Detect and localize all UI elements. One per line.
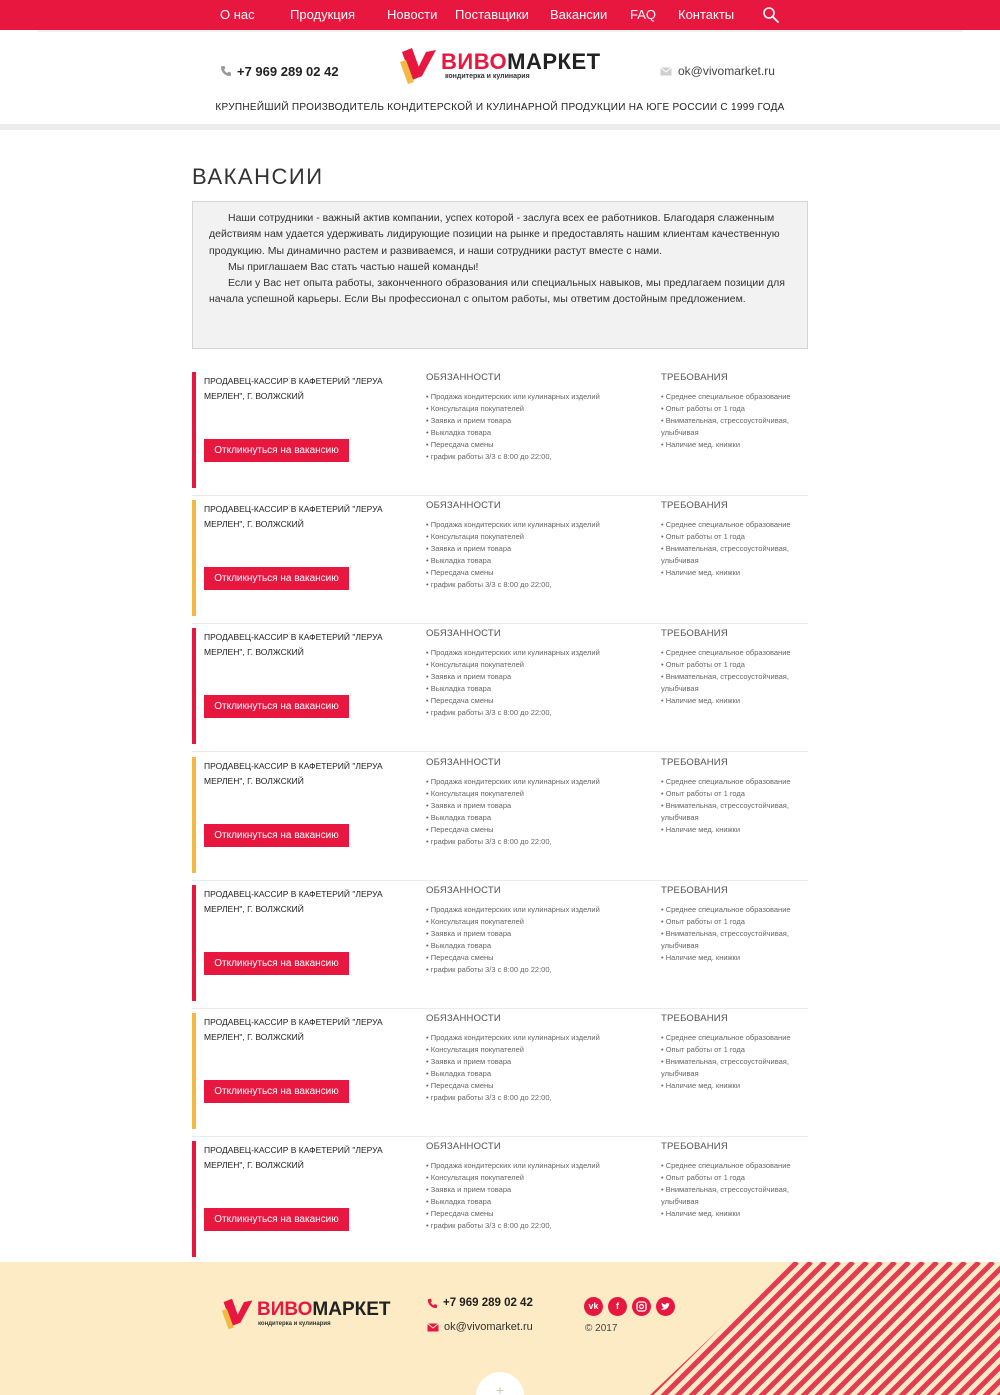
vacancy-requirements-list bbox=[661, 519, 806, 579]
vacancy-card bbox=[192, 624, 808, 752]
vacancy-accent-bar bbox=[192, 1141, 196, 1257]
footer bbox=[0, 1262, 1000, 1395]
list-item: • Заявка и прием товара bbox=[426, 1185, 512, 1194]
vacancy-requirements-heading: ТРЕБОВАНИЯ bbox=[661, 885, 728, 896]
list-item: • Среднее специальное образование bbox=[661, 520, 791, 529]
list-item: • Заявка и прием товара bbox=[426, 801, 512, 810]
vacancy-duties bbox=[426, 628, 646, 719]
vacancy-duties-heading: ОБЯЗАННОСТИ bbox=[426, 628, 501, 639]
list-item: • Продажа кондитерских или кулинарных изделий bbox=[426, 1161, 600, 1170]
list-item: • график работы 3/3 с 8:00 до 22:00, bbox=[426, 708, 552, 717]
list-item: • Продажа кондитерских или кулинарных изделий bbox=[426, 392, 600, 401]
vacancy-requirements-list bbox=[661, 391, 806, 451]
apply-button[interactable]: Откликнуться на вакансию bbox=[204, 1208, 349, 1231]
vacancy-requirements bbox=[661, 500, 806, 579]
vacancy-title: ПРОДАВЕЦ-КАССИР В КАФЕТЕРИЙ "ЛЕРУА МЕРЛЕН", Г. ВОЛЖСКИЙ bbox=[204, 1145, 383, 1170]
list-item: • Консультация покупателей bbox=[426, 1173, 525, 1182]
nav-item-suppliers[interactable]: Поставщики bbox=[455, 7, 529, 22]
list-item: • Заявка и прием товара bbox=[426, 929, 512, 938]
list-item: • Консультация покупателей bbox=[426, 404, 525, 413]
vacancy-duties bbox=[426, 1013, 646, 1104]
page-title: ВАКАНСИИ bbox=[192, 164, 324, 189]
header-email-address: ok@vivomarket.ru bbox=[678, 64, 775, 78]
vacancy-duties-list bbox=[426, 1160, 646, 1232]
list-item: • график работы 3/3 с 8:00 до 22:00, bbox=[426, 837, 552, 846]
vacancy-requirements bbox=[661, 1013, 806, 1092]
nav-item-vacancies[interactable]: Вакансии bbox=[550, 7, 608, 22]
nav-item-news[interactable]: Новости bbox=[387, 7, 438, 22]
twitter-icon[interactable] bbox=[656, 1297, 675, 1316]
apply-button[interactable]: Откликнуться на вакансию bbox=[204, 952, 349, 975]
footer-logo-wordmark: ВИВОМАРКЕТ bbox=[257, 1299, 391, 1320]
vacancy-duties bbox=[426, 372, 646, 463]
vacancy-duties-list bbox=[426, 519, 646, 591]
vacancy-requirements-list bbox=[661, 647, 806, 707]
intro-paragraph: Мы приглашаем Вас стать частью нашей команды! bbox=[228, 260, 479, 273]
list-item: • Внимательная, стрессоустойчивая, улыбчивая bbox=[661, 544, 789, 565]
list-item: • Заявка и прием товара bbox=[426, 416, 512, 425]
list-item: • Пересдача смены bbox=[426, 440, 494, 449]
list-item: • Внимательная, стрессоустойчивая, улыбчивая bbox=[661, 1057, 789, 1078]
vacancy-requirements-heading: ТРЕБОВАНИЯ bbox=[661, 1141, 728, 1152]
vacancy-accent-bar bbox=[192, 500, 196, 616]
list-item: • Продажа кондитерских или кулинарных изделий bbox=[426, 648, 600, 657]
copyright: © 2017 bbox=[585, 1323, 618, 1334]
list-item: • Продажа кондитерских или кулинарных изделий bbox=[426, 777, 600, 786]
list-item: • Внимательная, стрессоустойчивая, улыбчивая bbox=[661, 672, 789, 693]
list-item: • Среднее специальное образование bbox=[661, 392, 791, 401]
vacancy-title: ПРОДАВЕЦ-КАССИР В КАФЕТЕРИЙ "ЛЕРУА МЕРЛЕН", Г. ВОЛЖСКИЙ bbox=[204, 504, 383, 529]
list-item: • график работы 3/3 с 8:00 до 22:00, bbox=[426, 1221, 552, 1230]
scroll-to-top-button[interactable] bbox=[476, 1372, 524, 1395]
nav-item-products[interactable]: Продукция bbox=[290, 7, 356, 22]
list-item: • Продажа кондитерских или кулинарных изделий bbox=[426, 1033, 600, 1042]
vacancy-duties-heading: ОБЯЗАННОСТИ bbox=[426, 885, 501, 896]
vacancy-requirements-heading: ТРЕБОВАНИЯ bbox=[661, 1013, 728, 1024]
list-item: • Опыт работы от 1 года bbox=[661, 1173, 745, 1182]
list-item: • Выкладка товара bbox=[426, 428, 492, 437]
vacancy-requirements-list bbox=[661, 1032, 806, 1092]
list-item: • Пересдача смены bbox=[426, 825, 494, 834]
list-item: • Среднее специальное образование bbox=[661, 777, 791, 786]
list-item: • Заявка и прием товара bbox=[426, 672, 512, 681]
apply-button[interactable]: Откликнуться на вакансию bbox=[204, 567, 349, 590]
list-item: • Среднее специальное образование bbox=[661, 648, 791, 657]
vacancy-title: ПРОДАВЕЦ-КАССИР В КАФЕТЕРИЙ "ЛЕРУА МЕРЛЕН", Г. ВОЛЖСКИЙ bbox=[204, 1017, 383, 1042]
top-navigation bbox=[0, 0, 1000, 30]
search-icon[interactable] bbox=[762, 6, 780, 24]
phone-icon bbox=[220, 65, 232, 77]
vacancy-requirements bbox=[661, 885, 806, 964]
header-email[interactable] bbox=[660, 62, 775, 80]
vacancy-accent-bar bbox=[192, 757, 196, 873]
vacancy-accent-bar bbox=[192, 628, 196, 744]
list-item: • Опыт работы от 1 года bbox=[661, 1045, 745, 1054]
logo-mark-icon bbox=[398, 46, 440, 86]
vacancy-requirements-list bbox=[661, 1160, 806, 1220]
header-phone[interactable] bbox=[220, 62, 339, 80]
footer-phone-number: +7 969 289 02 42 bbox=[443, 1297, 533, 1309]
vacancy-requirements bbox=[661, 757, 806, 836]
vacancy-requirements bbox=[661, 1141, 806, 1220]
list-item: • Наличие мед. книжки bbox=[661, 440, 741, 449]
vacancy-duties-heading: ОБЯЗАННОСТИ bbox=[426, 372, 501, 383]
vacancy-duties-heading: ОБЯЗАННОСТИ bbox=[426, 500, 501, 511]
footer-email[interactable] bbox=[427, 1321, 533, 1333]
list-item: • Выкладка товара bbox=[426, 941, 492, 950]
footer-logo-subtitle: кондитерка и кулинария bbox=[258, 1321, 331, 1327]
list-item: • Внимательная, стрессоустойчивая, улыбчивая bbox=[661, 929, 789, 950]
list-item: • Опыт работы от 1 года bbox=[661, 660, 745, 669]
logo[interactable] bbox=[398, 46, 601, 86]
intro-box bbox=[192, 201, 808, 349]
vacancy-requirements bbox=[661, 372, 806, 451]
list-item: • Внимательная, стрессоустойчивая, улыбчивая bbox=[661, 416, 789, 437]
mail-icon bbox=[660, 67, 672, 76]
list-item: • Консультация покупателей bbox=[426, 917, 525, 926]
list-item: • Пересдача смены bbox=[426, 1209, 494, 1218]
list-item: • Пересдача смены bbox=[426, 1081, 494, 1090]
nav-item-contacts[interactable]: Контакты bbox=[678, 7, 735, 22]
list-item: • Заявка и прием товара bbox=[426, 1057, 512, 1066]
apply-button[interactable]: Откликнуться на вакансию bbox=[204, 824, 349, 847]
vacancy-requirements-heading: ТРЕБОВАНИЯ bbox=[661, 628, 728, 639]
vacancy-duties bbox=[426, 757, 646, 848]
list-item: • Выкладка товара bbox=[426, 813, 492, 822]
vacancy-requirements bbox=[661, 628, 806, 707]
header-divider bbox=[0, 124, 1000, 130]
footer-logo[interactable] bbox=[220, 1297, 400, 1331]
list-item: • Наличие мед. книжки bbox=[661, 568, 741, 577]
mail-icon bbox=[427, 1323, 439, 1332]
vacancy-card bbox=[192, 1137, 808, 1265]
list-item: • Внимательная, стрессоустойчивая, улыбчивая bbox=[661, 1185, 789, 1206]
vacancy-requirements-list bbox=[661, 776, 806, 836]
facebook-icon[interactable]: f bbox=[608, 1297, 627, 1316]
footer-phone[interactable] bbox=[427, 1297, 533, 1309]
decorative-stripes bbox=[650, 1262, 1000, 1395]
social-links bbox=[584, 1297, 675, 1316]
list-item: • график работы 3/3 с 8:00 до 22:00, bbox=[426, 965, 552, 974]
vacancy-title: ПРОДАВЕЦ-КАССИР В КАФЕТЕРИЙ "ЛЕРУА МЕРЛЕН", Г. ВОЛЖСКИЙ bbox=[204, 376, 383, 401]
list-item: • Консультация покупателей bbox=[426, 789, 525, 798]
vacancy-duties-list bbox=[426, 1032, 646, 1104]
list-item: • Продажа кондитерских или кулинарных изделий bbox=[426, 520, 600, 529]
list-item: • Пересдача смены bbox=[426, 568, 494, 577]
intro-paragraph: Если у Вас нет опыта работы, законченного образования или специальных навыков, мы предлагаем позиции для начала успешной карьеры. Если Вы профессионал с опытом работы, мы ответим достойным предложением. bbox=[209, 277, 785, 306]
list-item: • Опыт работы от 1 года bbox=[661, 917, 745, 926]
vacancy-accent-bar bbox=[192, 885, 196, 1001]
vacancy-title: ПРОДАВЕЦ-КАССИР В КАФЕТЕРИЙ "ЛЕРУА МЕРЛЕН", Г. ВОЛЖСКИЙ bbox=[204, 889, 383, 914]
vacancy-duties bbox=[426, 885, 646, 976]
vacancy-card bbox=[192, 1009, 808, 1137]
vacancy-duties-list bbox=[426, 904, 646, 976]
vacancy-card bbox=[192, 496, 808, 624]
list-item: • Консультация покупателей bbox=[426, 1045, 525, 1054]
list-item: • Наличие мед. книжки bbox=[661, 825, 741, 834]
list-item: • Консультация покупателей bbox=[426, 532, 525, 541]
list-item: • Выкладка товара bbox=[426, 1069, 492, 1078]
tagline: КРУПНЕЙШИЙ ПРОИЗВОДИТЕЛЬ КОНДИТЕРСКОЙ И КУЛИНАРНОЙ ПРОДУКЦИИ НА ЮГЕ РОССИИ С 1999 ГОДА bbox=[215, 102, 785, 113]
nav-item-faq[interactable]: FAQ bbox=[630, 7, 657, 22]
vk-icon[interactable]: vk bbox=[584, 1297, 603, 1316]
list-item: • Опыт работы от 1 года bbox=[661, 532, 745, 541]
vacancy-duties-heading: ОБЯЗАННОСТИ bbox=[426, 757, 501, 768]
apply-button[interactable]: Откликнуться на вакансию bbox=[204, 439, 349, 462]
logo-subtitle: кондитерка и кулинария bbox=[445, 73, 530, 80]
apply-button[interactable]: Откликнуться на вакансию bbox=[204, 695, 349, 718]
list-item: • график работы 3/3 с 8:00 до 22:00, bbox=[426, 452, 552, 461]
list-item: • Заявка и прием товара bbox=[426, 544, 512, 553]
list-item: • Опыт работы от 1 года bbox=[661, 789, 745, 798]
vacancy-duties-list bbox=[426, 647, 646, 719]
header-phone-number: +7 969 289 02 42 bbox=[237, 63, 339, 79]
vacancy-accent-bar bbox=[192, 1013, 196, 1129]
list-item: • Наличие мед. книжки bbox=[661, 1209, 741, 1218]
list-item: • график работы 3/3 с 8:00 до 22:00, bbox=[426, 580, 552, 589]
intro-paragraph: Наши сотрудники - важный актив компании, успех которой - заслуга всех ее работников. Благодаря слаженным действиям нам удается удерживать лидирующие позиции на рынке и предоставлять нашим клиентам качественную продукцию. Мы динамично растем и развиваемся, и наши сотрудники растут вместе с нами. bbox=[209, 212, 780, 257]
vacancy-requirements-list bbox=[661, 904, 806, 964]
list-item: • Наличие мед. книжки bbox=[661, 953, 741, 962]
vacancy-duties bbox=[426, 1141, 646, 1232]
nav-shadow bbox=[38, 30, 962, 32]
list-item: • Среднее специальное образование bbox=[661, 905, 791, 914]
vacancy-requirements-heading: ТРЕБОВАНИЯ bbox=[661, 757, 728, 768]
plus-icon: + bbox=[495, 1382, 505, 1395]
vacancy-card bbox=[192, 368, 808, 496]
logo-wordmark: ВИВОМАРКЕТ bbox=[441, 49, 601, 74]
vacancy-duties-list bbox=[426, 391, 646, 463]
list-item: • Консультация покупателей bbox=[426, 660, 525, 669]
list-item: • Выкладка товара bbox=[426, 1197, 492, 1206]
vacancy-requirements-heading: ТРЕБОВАНИЯ bbox=[661, 372, 728, 383]
vacancy-card bbox=[192, 753, 808, 881]
vacancy-requirements-heading: ТРЕБОВАНИЯ bbox=[661, 500, 728, 511]
vacancy-title: ПРОДАВЕЦ-КАССИР В КАФЕТЕРИЙ "ЛЕРУА МЕРЛЕН", Г. ВОЛЖСКИЙ bbox=[204, 761, 383, 786]
apply-button[interactable]: Откликнуться на вакансию bbox=[204, 1080, 349, 1103]
list-item: • Выкладка товара bbox=[426, 684, 492, 693]
logo-mark-icon bbox=[220, 1297, 256, 1331]
list-item: • Продажа кондитерских или кулинарных изделий bbox=[426, 905, 600, 914]
vacancy-duties-heading: ОБЯЗАННОСТИ bbox=[426, 1141, 501, 1152]
phone-icon bbox=[427, 1298, 438, 1309]
vacancy-card bbox=[192, 881, 808, 1009]
list-item: • Внимательная, стрессоустойчивая, улыбчивая bbox=[661, 801, 789, 822]
vacancy-duties bbox=[426, 500, 646, 591]
list-item: • Среднее специальное образование bbox=[661, 1161, 791, 1170]
footer-email-address: ok@vivomarket.ru bbox=[444, 1321, 533, 1333]
vacancy-duties-list bbox=[426, 776, 646, 848]
list-item: • Наличие мед. книжки bbox=[661, 1081, 741, 1090]
instagram-icon[interactable] bbox=[632, 1297, 651, 1316]
nav-item-about[interactable]: О нас bbox=[220, 7, 255, 22]
list-item: • график работы 3/3 с 8:00 до 22:00, bbox=[426, 1093, 552, 1102]
list-item: • Опыт работы от 1 года bbox=[661, 404, 745, 413]
list-item: • Среднее специальное образование bbox=[661, 1033, 791, 1042]
list-item: • Выкладка товара bbox=[426, 556, 492, 565]
list-item: • Наличие мед. книжки bbox=[661, 696, 741, 705]
vacancy-accent-bar bbox=[192, 372, 196, 488]
vacancy-duties-heading: ОБЯЗАННОСТИ bbox=[426, 1013, 501, 1024]
vacancy-title: ПРОДАВЕЦ-КАССИР В КАФЕТЕРИЙ "ЛЕРУА МЕРЛЕН", Г. ВОЛЖСКИЙ bbox=[204, 632, 383, 657]
list-item: • Пересдача смены bbox=[426, 953, 494, 962]
list-item: • Пересдача смены bbox=[426, 696, 494, 705]
